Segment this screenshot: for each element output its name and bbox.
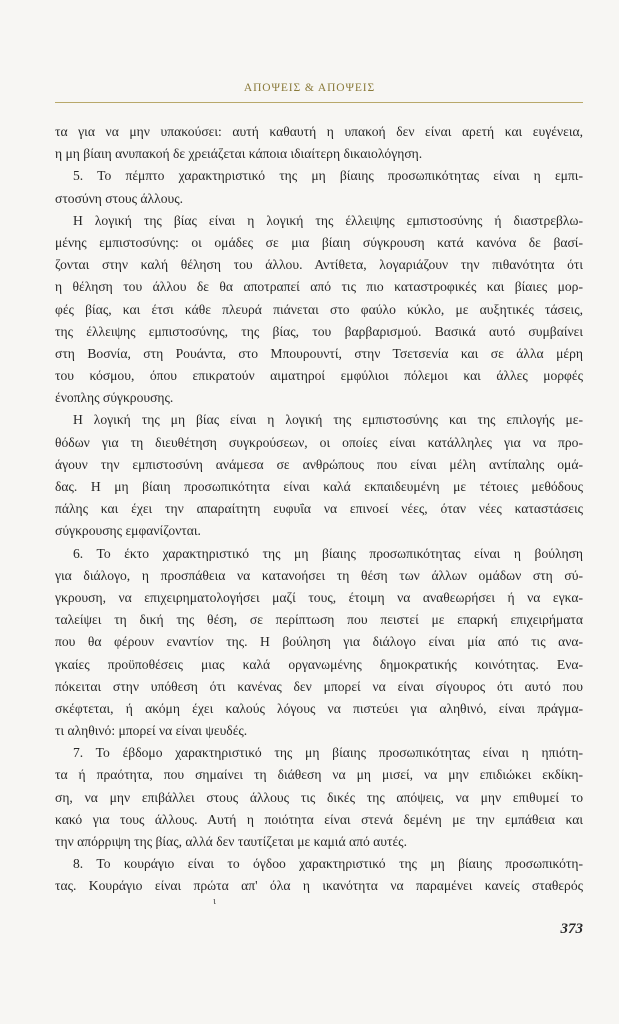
text-line: στη Βοσνία, στη Ρουάντα, στο Μπουρουντί, στην Τσετσενία και σε άλλα μέρη xyxy=(55,345,583,361)
text-line: θόδων για τη διευθέτηση συγκρούσεων, οι οποίες είναι κατάλληλες για να προ- xyxy=(55,434,583,450)
text-line: στοσύνη στους άλλους. xyxy=(55,190,184,206)
text-line: δας. Η μη βίαιη προσωπικότητα είναι καλά εκπαιδευμένη με τέτοιες μεθόδους xyxy=(55,479,583,494)
text-line: που θα φέρουν εναντίον της. Η βούληση για διάλογο είναι μία από τις ανα- xyxy=(55,634,583,650)
text-line: της έλλειψης εμπιστοσύνης, της βίας, του βαρβαρισμού. Βασικά αυτό συμβαίνει xyxy=(55,323,583,339)
text-line: 5. Το πέμπτο χαρακτηριστικό της μη βίαιης προσωπικότητας είναι η εμπι- xyxy=(73,168,583,184)
text-line: Η λογική της βίας είναι η λογική της έλλειψης εμπιστοσύνης ή διαστρεβλω- xyxy=(73,212,583,228)
text-line: τι αληθινό: μπορεί να είναι ψευδές. xyxy=(55,723,248,739)
page-number: 373 xyxy=(560,921,583,937)
text-line: 7. Το έβδομο χαρακτηριστικό της μη βίαιης προσωπικότητας είναι η ηπιότη- xyxy=(73,745,583,761)
text-line: γκρουση, να επιχειρηματολογήσει μαζί τους, έτοιμη να αναθεωρήσει ή να εγκα- xyxy=(55,589,583,605)
stray-mark: ι xyxy=(213,895,216,907)
text-line: 6. Το έκτο χαρακτηριστικό της μη βίαιης προσωπικότητας είναι η βούληση xyxy=(73,545,583,561)
text-line: πόκειται στην υπόθεση ότι κανένας δεν μπορεί να είναι σίγουρος ότι αυτό που xyxy=(55,678,583,694)
text-line: Η λογική της μη βίας είναι η λογική της εμπιστοσύνης και της επιλογής με- xyxy=(73,412,583,428)
text-line: τα για να μην υπακούσει: αυτή καθαυτή η υπακοή δεν είναι αρετή και ευγένεια, xyxy=(55,124,583,139)
text-line: άγουν την εμπιστοσύνη ανάμεσα σε ανθρώπους που είναι μέλη αντίπαλης ομά- xyxy=(55,456,583,472)
text-line: ένοπλης σύγκρουσης. xyxy=(55,390,174,406)
text-line: 8. Το κουράγιο είναι το όγδοο χαρακτηριστικό της μη βίαιης προσωπικότη- xyxy=(73,856,583,872)
text-line: για διάλογο, η προσπάθεια να κατανοήσει τη θέση των άλλων ομάδων στη σύ- xyxy=(55,567,583,583)
body-text xyxy=(55,121,583,898)
text-line: η θέληση του άλλου δε θα αποτραπεί από τις πιο καταστροφικές και βίαιες μορ- xyxy=(55,279,583,295)
running-header: ΑΠΟΨΕΙΣ & ΑΠΟΨΕΙΣ xyxy=(243,82,376,94)
text-line: του κόσμου, όπου επικρατούν αιματηροί εμφύλιοι πόλεμοι και άλλες μορφές xyxy=(55,368,583,384)
text-line: φές βίας, και έτσι κάθε πλευρά πιάνεται στο φαύλο κύκλο, με αυξητικές τάσεις, xyxy=(55,301,583,317)
text-line: τας. Κουράγιο είναι πρώτα απ' όλα η ικανότητα να παραμένει κανείς σταθερός xyxy=(55,878,583,894)
text-line: μένης εμπιστοσύνης: οι ομάδες σε μια βίαιη σύγκρουση κατά κανόνα δε βασί- xyxy=(55,234,583,250)
text-line: ζονται στην καλή θέληση του άλλου. Αντίθετα, λογαριάζουν την πιθανότητα ότι xyxy=(55,257,583,273)
text-line: σύγκρουσης εμφανίζονται. xyxy=(55,523,201,539)
header-rule xyxy=(55,102,583,103)
text-line: την απόρριψη της βίας, αλλά δεν ταυτίζεται με καμιά από αυτές. xyxy=(55,834,407,849)
text-line: ταλείψει τη δική της θέση, σε περίπτωση που πειστεί με επαρκή επιχειρήματα xyxy=(55,612,583,628)
text-line: η μη βίαιη ανυπακοή δε χρειάζεται κάποια ιδιαίτερη δικαιολόγηση. xyxy=(55,146,423,162)
text-line: σκέφτεται, ή ακόμη έχει καλούς λόγους να πιστεύει για αληθινό, είναι πράγμα- xyxy=(55,700,583,716)
text-line: κακό για τους άλλους. Αυτή η ποιότητα είναι στενά δεμένη με την εμπάθεια και xyxy=(55,811,583,827)
text-line: ση, να μην επιβάλλει στους άλλους τις δικές της απόψεις, να μην επιθυμεί το xyxy=(55,789,583,805)
text-line: τα ή πραότητα, που σημαίνει τη διάθεση να μη μισεί, να μην επιδιώκει εκδίκη- xyxy=(55,767,583,783)
text-line: πάλης και έχει την απαραίτητη ευφυΐα να επινοεί νέες, όταν νέες καταστάσεις xyxy=(55,501,583,517)
text-line: γκαίες προϋποθέσεις μιας καλά οργανωμένης δημοκρατικής κοινότητας. Ενα- xyxy=(55,656,583,672)
